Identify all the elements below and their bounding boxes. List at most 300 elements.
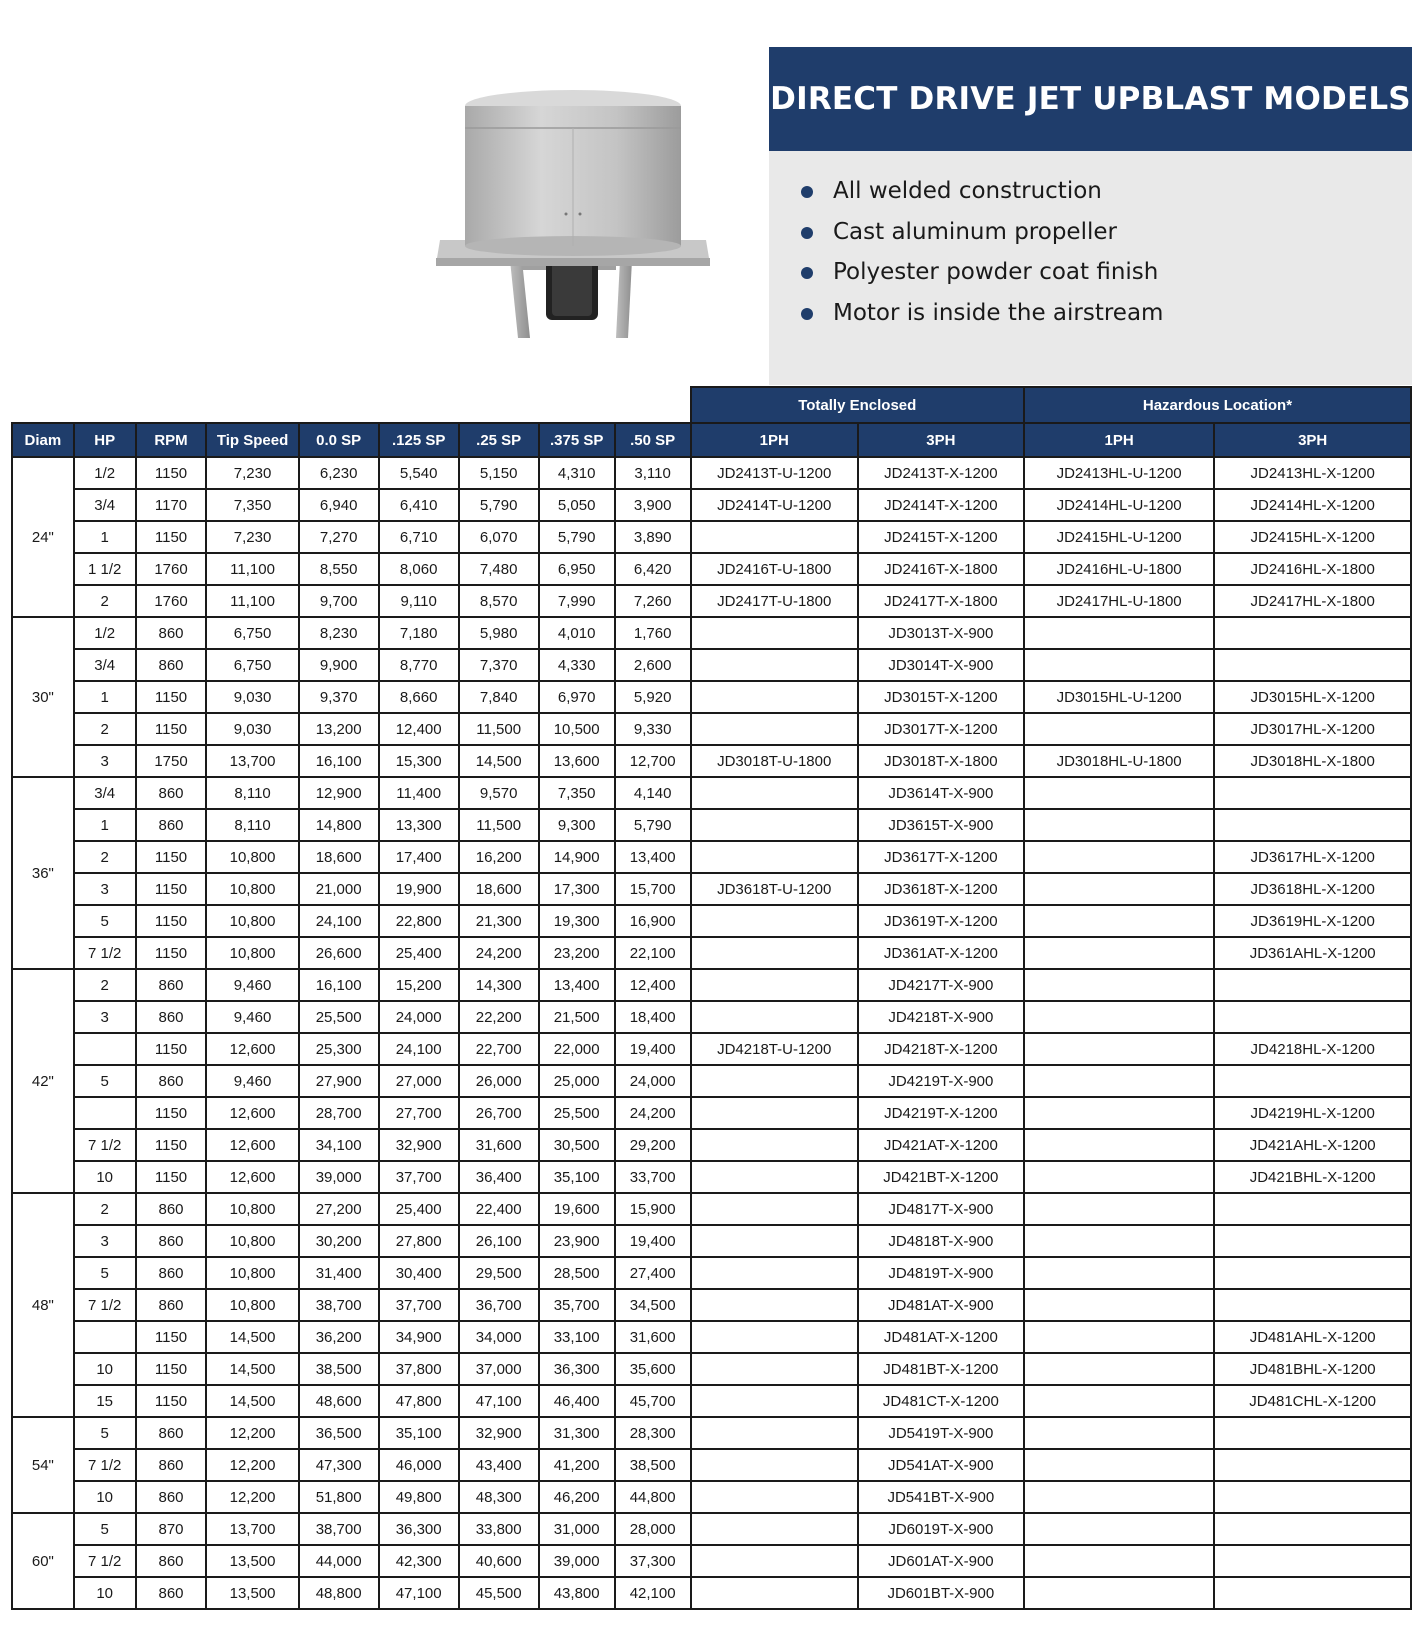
table-cell: JD6019T-X-900 [858, 1513, 1024, 1545]
table-cell: JD3615T-X-900 [858, 809, 1024, 841]
table-cell [691, 1577, 858, 1609]
table-cell: 9,900 [299, 649, 379, 681]
table-cell: 1150 [136, 1033, 207, 1065]
table-cell [1024, 1577, 1214, 1609]
table-cell: 13,400 [615, 841, 691, 873]
table-row [12, 1033, 1411, 1065]
table-row [12, 905, 1411, 937]
table-cell [1024, 1417, 1214, 1449]
table-cell: 1170 [136, 489, 207, 521]
diameter-cell: 36" [12, 777, 74, 969]
table-cell: 860 [136, 1481, 207, 1513]
spec-table-body [12, 457, 1411, 1609]
table-cell [691, 1321, 858, 1353]
table-cell [1024, 1225, 1214, 1257]
table-cell: 7,270 [299, 521, 379, 553]
table-cell: 860 [136, 1577, 207, 1609]
table-cell [1214, 777, 1411, 809]
table-cell: 11,400 [379, 777, 459, 809]
table-cell: JD2416HL-U-1800 [1024, 553, 1214, 585]
table-cell: JD3618T-X-1200 [858, 873, 1024, 905]
table-cell: 9,700 [299, 585, 379, 617]
feature-panel [769, 151, 1412, 385]
table-cell: 5 [74, 905, 136, 937]
table-cell: 860 [136, 1193, 207, 1225]
table-cell: 18,400 [615, 1001, 691, 1033]
table-cell [1024, 1353, 1214, 1385]
table-row [12, 1449, 1411, 1481]
table-cell [1024, 1545, 1214, 1577]
table-cell [1214, 809, 1411, 841]
feature-text: Cast aluminum propeller [833, 218, 1117, 245]
table-cell: 47,300 [299, 1449, 379, 1481]
column-header: 1PH [1024, 423, 1214, 457]
table-cell [691, 905, 858, 937]
table-cell: 24,200 [459, 937, 539, 969]
table-cell: 3 [74, 745, 136, 777]
table-cell: 28,300 [615, 1417, 691, 1449]
table-cell [1024, 937, 1214, 969]
title-banner [769, 47, 1412, 151]
table-cell [691, 521, 858, 553]
table-cell: 2 [74, 1193, 136, 1225]
table-cell: JD3018HL-U-1800 [1024, 745, 1214, 777]
table-cell: 10 [74, 1481, 136, 1513]
table-cell: 26,700 [459, 1097, 539, 1129]
table-cell [691, 969, 858, 1001]
table-cell: 12,400 [615, 969, 691, 1001]
table-row [12, 649, 1411, 681]
table-cell: 22,400 [459, 1193, 539, 1225]
table-cell: 6,420 [615, 553, 691, 585]
table-cell: 6,230 [299, 457, 379, 489]
table-cell: JD2413T-U-1200 [691, 457, 858, 489]
table-cell: 14,800 [299, 809, 379, 841]
table-cell: 19,400 [615, 1225, 691, 1257]
table-cell: JD481CT-X-1200 [858, 1385, 1024, 1417]
column-header: Diam [12, 423, 74, 457]
table-cell: JD4819T-X-900 [858, 1257, 1024, 1289]
table-cell: 7,350 [539, 777, 615, 809]
table-row [12, 1257, 1411, 1289]
upblast-fan-image [420, 88, 726, 340]
table-row [12, 1001, 1411, 1033]
table-cell [1214, 1481, 1411, 1513]
table-cell: 6,950 [539, 553, 615, 585]
table-cell [1024, 1065, 1214, 1097]
table-cell: 16,100 [299, 969, 379, 1001]
table-cell: 11,500 [459, 713, 539, 745]
table-cell [691, 681, 858, 713]
group-header-totally-enclosed: Totally Enclosed [691, 387, 1024, 423]
table-cell: JD2416T-U-1800 [691, 553, 858, 585]
table-row [12, 1513, 1411, 1545]
table-cell: 5 [74, 1417, 136, 1449]
table-cell: 47,100 [379, 1577, 459, 1609]
table-cell [1214, 1545, 1411, 1577]
table-cell: 7,990 [539, 585, 615, 617]
table-cell: 15 [74, 1385, 136, 1417]
table-cell [1214, 1417, 1411, 1449]
table-cell: 37,000 [459, 1353, 539, 1385]
table-cell: 10,500 [539, 713, 615, 745]
table-cell: JD4219T-X-900 [858, 1065, 1024, 1097]
table-cell: 42,100 [615, 1577, 691, 1609]
table-cell: JD4217T-X-900 [858, 969, 1024, 1001]
table-row [12, 841, 1411, 873]
table-cell: 860 [136, 1417, 207, 1449]
table-cell: 13,700 [206, 745, 298, 777]
table-cell: 35,600 [615, 1353, 691, 1385]
table-cell: 4,140 [615, 777, 691, 809]
table-cell: 5,920 [615, 681, 691, 713]
table-cell: 27,700 [379, 1097, 459, 1129]
table-cell [1024, 969, 1214, 1001]
table-cell: 18,600 [459, 873, 539, 905]
table-row [12, 1193, 1411, 1225]
table-row [12, 1417, 1411, 1449]
table-cell: 38,700 [299, 1513, 379, 1545]
table-cell: 7 1/2 [74, 1545, 136, 1577]
table-cell: 3 [74, 1001, 136, 1033]
table-cell: 48,300 [459, 1481, 539, 1513]
table-cell: 10,800 [206, 937, 298, 969]
table-cell: 3,110 [615, 457, 691, 489]
table-cell: 37,700 [379, 1289, 459, 1321]
table-cell: JD481BHL-X-1200 [1214, 1353, 1411, 1385]
table-cell: 46,200 [539, 1481, 615, 1513]
table-cell: 7 1/2 [74, 1289, 136, 1321]
table-cell [1024, 841, 1214, 873]
table-cell: 12,200 [206, 1481, 298, 1513]
table-cell: 9,460 [206, 969, 298, 1001]
table-row [12, 873, 1411, 905]
table-cell: JD2417T-U-1800 [691, 585, 858, 617]
table-cell: 43,400 [459, 1449, 539, 1481]
table-cell: JD3017T-X-1200 [858, 713, 1024, 745]
table-cell [691, 841, 858, 873]
table-cell: 30,500 [539, 1129, 615, 1161]
table-cell: JD3014T-X-900 [858, 649, 1024, 681]
table-cell: 3 [74, 1225, 136, 1257]
table-cell: JD2415HL-X-1200 [1214, 521, 1411, 553]
table-cell [1024, 1449, 1214, 1481]
table-cell: 8,110 [206, 809, 298, 841]
feature-text: Polyester powder coat finish [833, 259, 1159, 285]
table-cell: 3/4 [74, 489, 136, 521]
diameter-cell: 48" [12, 1193, 74, 1417]
table-cell: 860 [136, 1545, 207, 1577]
table-cell: 22,000 [539, 1033, 615, 1065]
table-cell: 33,700 [615, 1161, 691, 1193]
table-cell: 13,500 [206, 1545, 298, 1577]
table-cell: 28,000 [615, 1513, 691, 1545]
diameter-cell: 60" [12, 1513, 74, 1609]
table-cell: 6,750 [206, 649, 298, 681]
table-cell: 26,600 [299, 937, 379, 969]
table-cell: 29,200 [615, 1129, 691, 1161]
table-cell: 46,000 [379, 1449, 459, 1481]
table-cell [1024, 905, 1214, 937]
group-header-hazardous-location: Hazardous Location* [1024, 387, 1411, 423]
table-cell: 30,400 [379, 1257, 459, 1289]
table-cell: 1150 [136, 681, 207, 713]
table-cell: 10,800 [206, 841, 298, 873]
table-cell: 14,300 [459, 969, 539, 1001]
table-cell: 21,300 [459, 905, 539, 937]
table-cell [1214, 1257, 1411, 1289]
table-cell [1024, 1161, 1214, 1193]
table-cell: 1150 [136, 841, 207, 873]
table-cell: JD2417T-X-1800 [858, 585, 1024, 617]
table-cell: 1760 [136, 585, 207, 617]
table-cell: 9,330 [615, 713, 691, 745]
table-row [12, 553, 1411, 585]
diameter-cell: 24" [12, 457, 74, 617]
table-cell [1024, 1193, 1214, 1225]
table-cell: 1 [74, 521, 136, 553]
table-cell: 8,110 [206, 777, 298, 809]
table-cell: 10,800 [206, 1257, 298, 1289]
table-cell: 26,000 [459, 1065, 539, 1097]
table-row [12, 745, 1411, 777]
column-header: .25 SP [459, 423, 539, 457]
table-cell: 15,700 [615, 873, 691, 905]
table-cell: 35,700 [539, 1289, 615, 1321]
table-cell [691, 1385, 858, 1417]
table-row [12, 1545, 1411, 1577]
table-cell: JD421AT-X-1200 [858, 1129, 1024, 1161]
table-cell: 7 1/2 [74, 1449, 136, 1481]
table-cell: 7,480 [459, 553, 539, 585]
table-cell [691, 1353, 858, 1385]
table-row [12, 1353, 1411, 1385]
table-cell [1024, 1513, 1214, 1545]
table-row [12, 1321, 1411, 1353]
feature-text: All welded construction [833, 178, 1102, 204]
table-cell: 12,600 [206, 1129, 298, 1161]
table-cell: JD2413T-X-1200 [858, 457, 1024, 489]
table-cell: 12,200 [206, 1417, 298, 1449]
table-cell: 860 [136, 1225, 207, 1257]
table-cell: JD481CHL-X-1200 [1214, 1385, 1411, 1417]
table-cell [691, 1097, 858, 1129]
feature-item [801, 171, 1412, 212]
table-cell [1214, 969, 1411, 1001]
table-cell: 14,500 [206, 1321, 298, 1353]
table-row [12, 585, 1411, 617]
table-cell: 21,000 [299, 873, 379, 905]
page-title: DIRECT DRIVE JET UPBLAST MODELS [770, 81, 1411, 117]
table-cell: 10,800 [206, 905, 298, 937]
table-cell: 12,900 [299, 777, 379, 809]
table-cell: 1150 [136, 1321, 207, 1353]
table-cell: 6,970 [539, 681, 615, 713]
table-cell: 19,400 [615, 1033, 691, 1065]
table-cell: 25,300 [299, 1033, 379, 1065]
table-cell: 24,100 [299, 905, 379, 937]
table-row [12, 1129, 1411, 1161]
table-cell [1214, 1577, 1411, 1609]
table-cell [691, 809, 858, 841]
table-cell: 31,300 [539, 1417, 615, 1449]
table-cell [1024, 1033, 1214, 1065]
table-cell: 47,100 [459, 1385, 539, 1417]
table-cell: 28,500 [539, 1257, 615, 1289]
table-cell: 860 [136, 1257, 207, 1289]
table-row [12, 1225, 1411, 1257]
table-cell: 16,200 [459, 841, 539, 873]
table-cell: 47,800 [379, 1385, 459, 1417]
column-header: Tip Speed [206, 423, 298, 457]
table-cell: JD601AT-X-900 [858, 1545, 1024, 1577]
table-row [12, 1481, 1411, 1513]
group-header-row [12, 387, 1411, 423]
table-cell: 1150 [136, 457, 207, 489]
table-cell: 4,010 [539, 617, 615, 649]
table-cell: 22,200 [459, 1001, 539, 1033]
table-cell: 8,570 [459, 585, 539, 617]
table-cell: JD3618HL-X-1200 [1214, 873, 1411, 905]
table-cell: JD361AT-X-1200 [858, 937, 1024, 969]
table-cell [691, 777, 858, 809]
table-cell: 7 1/2 [74, 1129, 136, 1161]
table-cell: 10 [74, 1161, 136, 1193]
table-cell [1214, 1225, 1411, 1257]
table-cell: 23,900 [539, 1225, 615, 1257]
table-cell [691, 713, 858, 745]
table-cell [1024, 873, 1214, 905]
table-cell [74, 1097, 136, 1129]
table-cell: 37,300 [615, 1545, 691, 1577]
column-header-row [12, 423, 1411, 457]
table-cell: JD2415T-X-1200 [858, 521, 1024, 553]
spec-table [11, 386, 1412, 1610]
table-row [12, 489, 1411, 521]
table-cell: 1760 [136, 553, 207, 585]
table-row [12, 1289, 1411, 1321]
table-cell: 860 [136, 969, 207, 1001]
table-cell: 6,410 [379, 489, 459, 521]
table-cell: 34,500 [615, 1289, 691, 1321]
table-cell: JD2414HL-U-1200 [1024, 489, 1214, 521]
table-cell: 14,500 [206, 1385, 298, 1417]
table-cell: 17,400 [379, 841, 459, 873]
table-cell: JD2417HL-X-1800 [1214, 585, 1411, 617]
table-cell [691, 1513, 858, 1545]
table-cell: 49,800 [379, 1481, 459, 1513]
column-header: RPM [136, 423, 207, 457]
table-cell: JD2417HL-U-1800 [1024, 585, 1214, 617]
table-cell: JD3015T-X-1200 [858, 681, 1024, 713]
table-cell: JD2413HL-U-1200 [1024, 457, 1214, 489]
feature-item [801, 293, 1412, 334]
table-cell: JD3018T-X-1800 [858, 745, 1024, 777]
table-cell: 43,800 [539, 1577, 615, 1609]
feature-item [801, 212, 1412, 253]
table-cell: 13,200 [299, 713, 379, 745]
table-row [12, 1097, 1411, 1129]
table-cell: 38,500 [299, 1353, 379, 1385]
bullet-icon [801, 308, 813, 320]
column-header: .50 SP [615, 423, 691, 457]
table-row [12, 1577, 1411, 1609]
table-cell [691, 617, 858, 649]
table-cell: 13,700 [206, 1513, 298, 1545]
table-cell: 16,100 [299, 745, 379, 777]
table-cell: 32,900 [459, 1417, 539, 1449]
table-cell: JD481AT-X-1200 [858, 1321, 1024, 1353]
table-cell: 12,400 [379, 713, 459, 745]
table-cell: 1150 [136, 873, 207, 905]
table-cell [1214, 617, 1411, 649]
table-cell: 24,000 [615, 1065, 691, 1097]
table-cell: 19,600 [539, 1193, 615, 1225]
table-cell: 10,800 [206, 873, 298, 905]
table-cell [1024, 809, 1214, 841]
table-cell: 8,060 [379, 553, 459, 585]
bullet-icon [801, 267, 813, 279]
table-cell: 1150 [136, 521, 207, 553]
table-cell: 14,500 [459, 745, 539, 777]
table-cell: 2,600 [615, 649, 691, 681]
table-cell: JD481AHL-X-1200 [1214, 1321, 1411, 1353]
table-cell: 41,200 [539, 1449, 615, 1481]
column-header: .375 SP [539, 423, 615, 457]
table-cell: 21,500 [539, 1001, 615, 1033]
table-cell: JD3018HL-X-1800 [1214, 745, 1411, 777]
table-cell [1214, 1193, 1411, 1225]
table-cell: 10,800 [206, 1289, 298, 1321]
table-cell: 2 [74, 713, 136, 745]
table-cell: 19,900 [379, 873, 459, 905]
table-cell: 9,030 [206, 713, 298, 745]
table-cell: JD3015HL-X-1200 [1214, 681, 1411, 713]
table-cell: 45,700 [615, 1385, 691, 1417]
table-cell: JD2414T-X-1200 [858, 489, 1024, 521]
table-cell: 22,100 [615, 937, 691, 969]
table-cell [1024, 1321, 1214, 1353]
table-cell: 7,230 [206, 521, 298, 553]
table-cell [1214, 1513, 1411, 1545]
table-cell: 1150 [136, 1161, 207, 1193]
table-cell: 2 [74, 585, 136, 617]
table-cell: 25,400 [379, 1193, 459, 1225]
table-cell: 36,300 [539, 1353, 615, 1385]
table-cell: JD2416HL-X-1800 [1214, 553, 1411, 585]
table-cell: 6,070 [459, 521, 539, 553]
table-cell: JD541BT-X-900 [858, 1481, 1024, 1513]
table-cell: 5,790 [539, 521, 615, 553]
table-cell [1024, 617, 1214, 649]
table-cell: 860 [136, 617, 207, 649]
table-cell: 13,300 [379, 809, 459, 841]
table-cell: 860 [136, 1289, 207, 1321]
table-cell: 3,900 [615, 489, 691, 521]
column-header: 3PH [858, 423, 1024, 457]
bullet-icon [801, 227, 813, 239]
table-cell: 14,900 [539, 841, 615, 873]
table-cell: 22,700 [459, 1033, 539, 1065]
diameter-cell: 42" [12, 969, 74, 1193]
table-cell: JD4817T-X-900 [858, 1193, 1024, 1225]
table-cell: 870 [136, 1513, 207, 1545]
table-cell: 31,600 [459, 1129, 539, 1161]
table-cell: 31,000 [539, 1513, 615, 1545]
table-cell: JD541AT-X-900 [858, 1449, 1024, 1481]
table-cell: JD4219HL-X-1200 [1214, 1097, 1411, 1129]
table-cell: 23,200 [539, 937, 615, 969]
